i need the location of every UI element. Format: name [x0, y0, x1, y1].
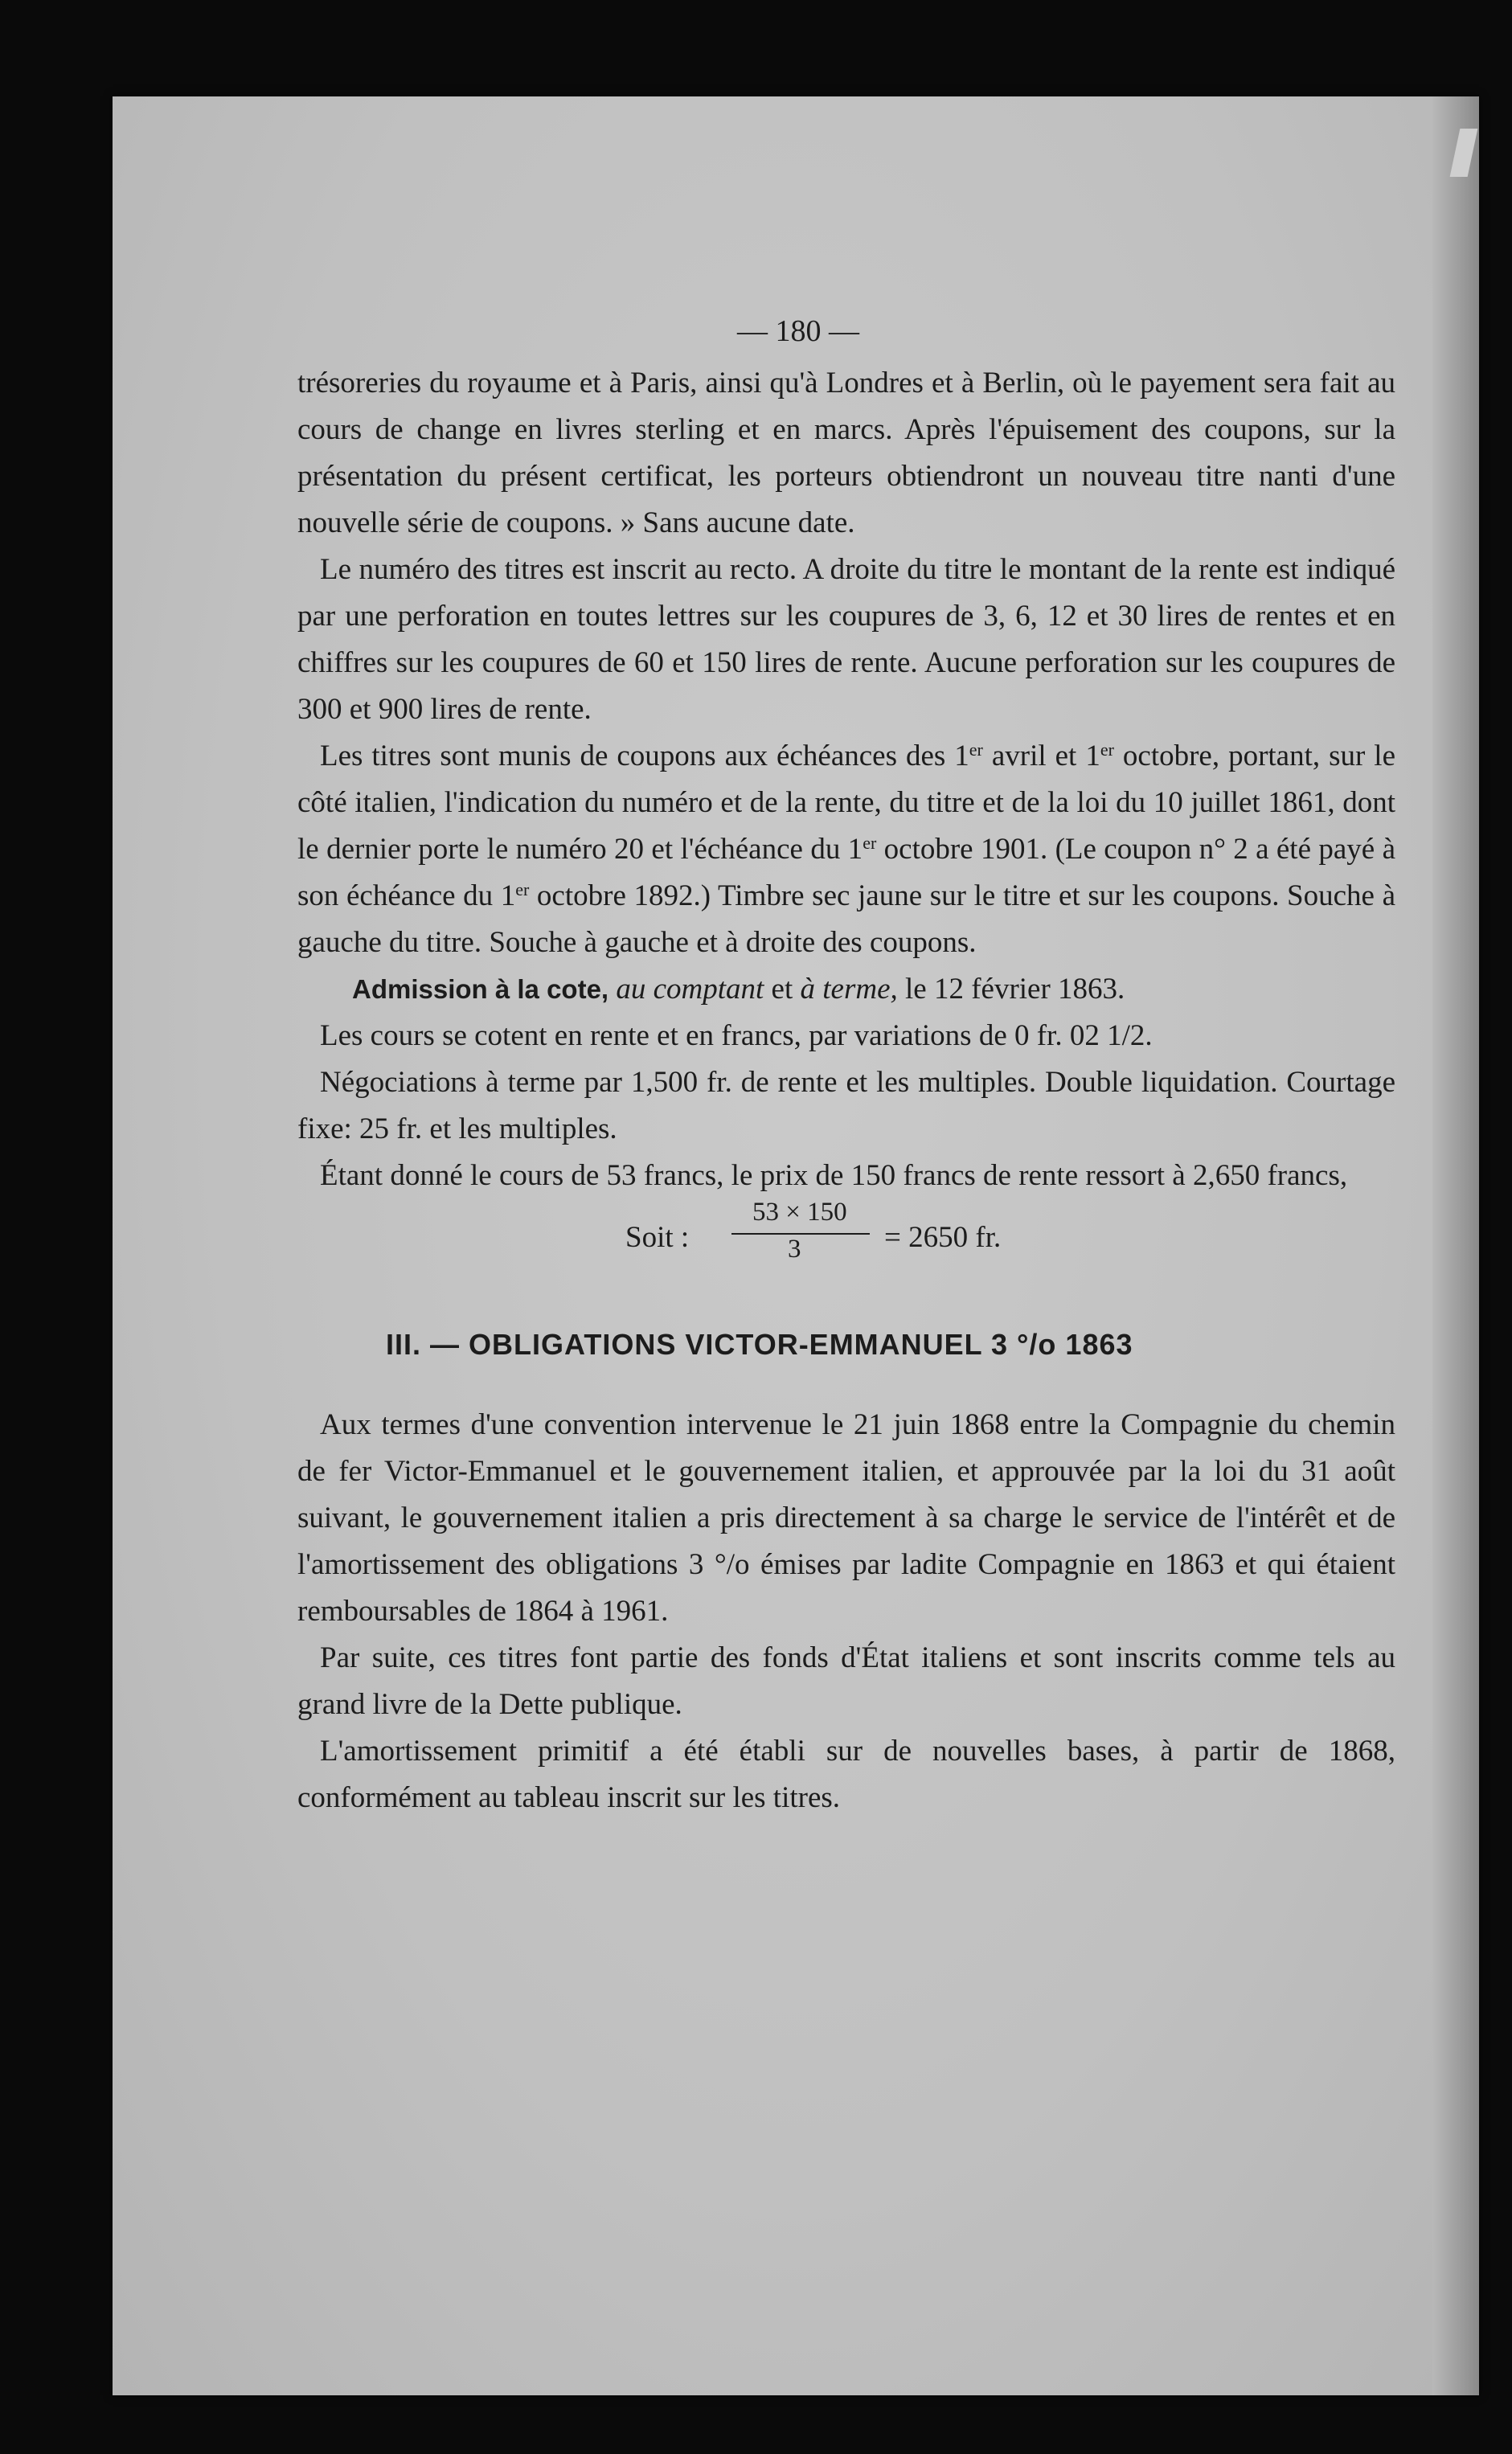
echeances-sup-2: er: [1100, 739, 1114, 760]
admission-terme: à terme,: [800, 973, 898, 1006]
echeances-text-2: avril et 1: [982, 739, 1100, 772]
paragraph-negociations: Négociations à terme par 1,500 fr. de rente et les multiples. Double liquidation. Courtage fixe: 25 fr. et les multiples.: [297, 1066, 1395, 1145]
paragraph-etant-donne: Étant donné le cours de 53 francs, le prix de 150 francs de rente ressort à 2,650 francs,: [320, 1159, 1348, 1192]
echeances-sup-4: er: [515, 879, 530, 899]
admission-label: Admission à la cote,: [352, 974, 609, 1004]
echeances-sup-1: er: [969, 739, 983, 760]
page-text: [297, 313, 1395, 1821]
formula-label: Soit :: [625, 1221, 690, 1254]
formula-denominator: 3: [788, 1235, 801, 1264]
paragraph-admission: [297, 966, 1395, 1013]
echeances-text-1: Les titres sont munis de coupons aux échéances des 1: [320, 739, 969, 772]
formula: [297, 1198, 1395, 1276]
admission-comptant: au comptant: [616, 973, 764, 1006]
echeances-sup-3: er: [863, 833, 877, 853]
echeances-text-4: octobre 1901. (Le coupon n° 2 a été payé à son échéance du 1: [297, 833, 1395, 912]
formula-result: = 2650 fr.: [884, 1221, 1002, 1254]
admission-date: le 12 février 1863.: [897, 973, 1125, 1006]
echeances-text-5: octobre 1892.) Timbre sec jaune sur le titre et sur les coupons. Souche à gauche du titre. Souche à gauche et à droite des coupons.: [297, 879, 1395, 959]
paragraph-convention: Aux termes d'une convention intervenue le 21 juin 1868 entre la Compagnie du chemin de fer Victor-Emmanuel et le gouvernement italien, et approuvée par la loi du 31 août suivant, le gouvernement italien a pris directement à sa charge le service de l'intérêt et de l'amortissement des obligations 3 °/o émises par ladite Compagnie en 1863 et qui étaient remboursables de 1864 à 1961.: [297, 1408, 1395, 1628]
paragraph-numero-titres: Le numéro des titres est inscrit au recto. A droite du titre le montant de la rente est indiqué par une perforation en toutes lettres sur les coupures de 3, 6, 12 et 30 lires de rentes et en chiffres sur les coupures de 60 et 150 lires de rente. Aucune perforation sur les coupures de 300 et 900 lires de rente.: [297, 553, 1395, 726]
formula-numerator: 53 × 150: [752, 1198, 847, 1227]
paragraph-echeances: [297, 733, 1395, 966]
section-body: [297, 1402, 1395, 1821]
page-number: — 180 —: [737, 314, 859, 348]
paragraph-amortissement: L'amortissement primitif a été établi sur de nouvelles bases, à partir de 1868, conformément au tableau inscrit sur les titres.: [297, 1735, 1395, 1814]
paragraph-par-suite: Par suite, ces titres font partie des fonds d'État italiens et sont inscrits comme tels au grand livre de la Dette publique.: [297, 1641, 1395, 1721]
paragraph-cours: Les cours se cotent en rente et en francs, par variations de 0 fr. 02 1/2.: [320, 1019, 1153, 1052]
paragraph-tresoreries: trésoreries du royaume et à Paris, ainsi qu'à Londres et à Berlin, où le payement sera fait au cours de change en livres sterling et en marcs. Après l'épuisement des coupons, sur la présentation du présent certificat, les porteurs obtiendront un nouveau titre nanti d'une nouvelle série de coupons. » Sans aucune date.: [297, 367, 1395, 539]
section-heading: III. — OBLIGATIONS VICTOR-EMMANUEL 3 °/o 1863: [386, 1328, 1133, 1361]
echeances-text-3: octobre, portant, sur le côté italien, l'indication du numéro et de la rente, du titre et de la loi du 10 juillet 1861, dont le dernier porte le numéro 20 et l'échéance du 1: [297, 739, 1396, 866]
admission-et: et: [764, 973, 801, 1006]
scanned-page: [113, 96, 1479, 2395]
book-spine-shadow: [1432, 96, 1479, 2395]
